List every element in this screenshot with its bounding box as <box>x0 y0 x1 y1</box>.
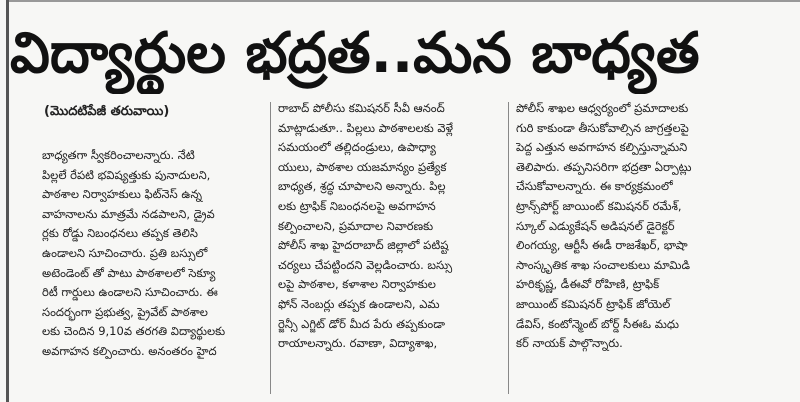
text-line: మాట్లాడుతూ.. పిల్లలు పాఠశాలలకు వెళ్లే <box>278 120 453 135</box>
text-line: ట్రాన్స్‌పోర్ట్ జాయింట్ కమిషనర్ రమేశ్, <box>516 198 682 213</box>
text-line: పెద్ద ఎత్తున అవగాహన కల్పిస్తున్నామని <box>516 140 688 155</box>
text-line: ఉండాలని సూచించారు. ప్రతి బస్సులో <box>42 245 208 260</box>
text-line: లకు ట్రాఫిక్ నిబంధనలపై అవగాహన <box>278 198 436 213</box>
text-line: అవగాహన కల్పించారు. అనంతరం హైద <box>42 343 217 358</box>
column-divider-1 <box>270 102 271 394</box>
text-line: చర్యలు చేపట్టిందని వెల్లడించారు. బస్సు <box>278 257 453 272</box>
text-line: హరికృష్ణ, డీఈవో రోహిణి, ట్రాఫిక్ <box>516 277 660 292</box>
text-line: ర్జెన్సీ ఎగ్జిట్ డోర్ మీద పేరు తప్పకుండా <box>278 316 445 331</box>
text-line: బాధ్యత, శ్రద్ధ చూపాలని అన్నారు. పిల్ల <box>278 179 446 194</box>
continued-from-front-page-label: (మొదటిపేజీ తరువాయి) <box>44 104 170 119</box>
text-line: ర్లకు రోడ్డు నిబంధనలు తప్పక తెలిసి <box>42 226 198 241</box>
text-line: ఫోన్ నెంబర్లు తప్పక ఉండాలని, ఎమ <box>278 296 440 311</box>
text-line: డేవిస్, కంటోన్మెంట్ బోర్డ్ సీఈఓ మధు <box>516 316 679 331</box>
text-line: లకు చెందిన 9,10వ తరగతి విద్యార్థులకు <box>42 324 226 339</box>
text-line: సాంస్కృతిక శాఖ సంచాలకులు మామిడి <box>516 257 690 272</box>
text-line: రాయాలన్నారు. రవాణా, విద్యాశాఖ, <box>278 336 438 351</box>
text-line: సందర్భంగా ప్రభుత్వ, ప్రైవేట్ పాఠశాల <box>42 304 208 319</box>
text-line: రాబాద్ పోలీసు కమిషనర్ సీవీ ఆనంద్ <box>278 101 445 115</box>
text-line: పోలీస్ శాఖల ఆధ్వర్యంలో ప్రమాదాలకు <box>516 101 689 115</box>
text-line: కల్పించాలని, ప్రమాదాల నివారణకు <box>278 218 434 233</box>
article-column-3 <box>516 99 736 399</box>
text-line: గురి కాకుండా తీసుకోవాల్సిన జాగ్రత్తలపై <box>516 120 689 135</box>
left-border-rule <box>6 0 9 402</box>
text-line: లింగయ్య, ఆర్టీసీ ఈడీ రాజశేఖర్, భాషా <box>516 238 688 253</box>
text-line: యులు, పాఠశాల యజమాన్యం ప్రత్యేక <box>278 159 447 174</box>
text-line: అటెండెంట్ తో పాటు పాఠశాలలో సెక్యూ <box>42 265 216 280</box>
article-column-1 <box>42 146 267 396</box>
text-line: పోలీస్ శాఖ హైదరాబాద్ జిల్లాలో పటిష్ట <box>278 238 449 253</box>
column-divider-2 <box>508 102 509 394</box>
text-line: తెలిపారు. తప్పనిసరిగా భద్రతా ఏర్పాట్లు <box>516 159 692 174</box>
text-line: పాఠశాల నిర్వాహకులు ఫిట్‌నెస్ ఉన్న <box>42 187 202 202</box>
text-line: చేసుకోవాలన్నారు. ఈ కార్యక్రమంలో <box>516 179 673 194</box>
top-rule <box>9 0 800 2</box>
text-line: స్కూల్ ఎడ్యుకేషన్ అడిషనల్ డైరెక్టర్ <box>516 218 675 233</box>
headline: విద్యార్థుల భద్రత..మన బాధ్యత <box>10 21 700 86</box>
text-line: లపై పాఠశాల, కళాశాల నిర్వాహకుల <box>278 277 436 292</box>
text-line: సమయంలో తల్లిదండ్రులు, ఉపాధ్యా <box>278 140 436 155</box>
text-line: వాహనాలను మాత్రమే నడపాలని, డ్రైవ <box>42 206 215 221</box>
text-line: రిటీ గార్డులు ఉండాలని సూచించారు. ఈ <box>42 285 218 300</box>
text-line: బాధ్యతగా స్వీకరించాలన్నారు. నేటి <box>42 148 195 162</box>
text-line: పిల్లలే రేపటి భవిష్యత్తుకు పునాదులని, <box>42 167 211 182</box>
article-column-2 <box>278 99 498 399</box>
text-line: కర్ నాయక్ పాల్గొన్నారు. <box>516 336 623 351</box>
text-line: జాయింట్ కమిషనర్ ట్రాఫిక్ జోయెల్ <box>516 296 671 311</box>
